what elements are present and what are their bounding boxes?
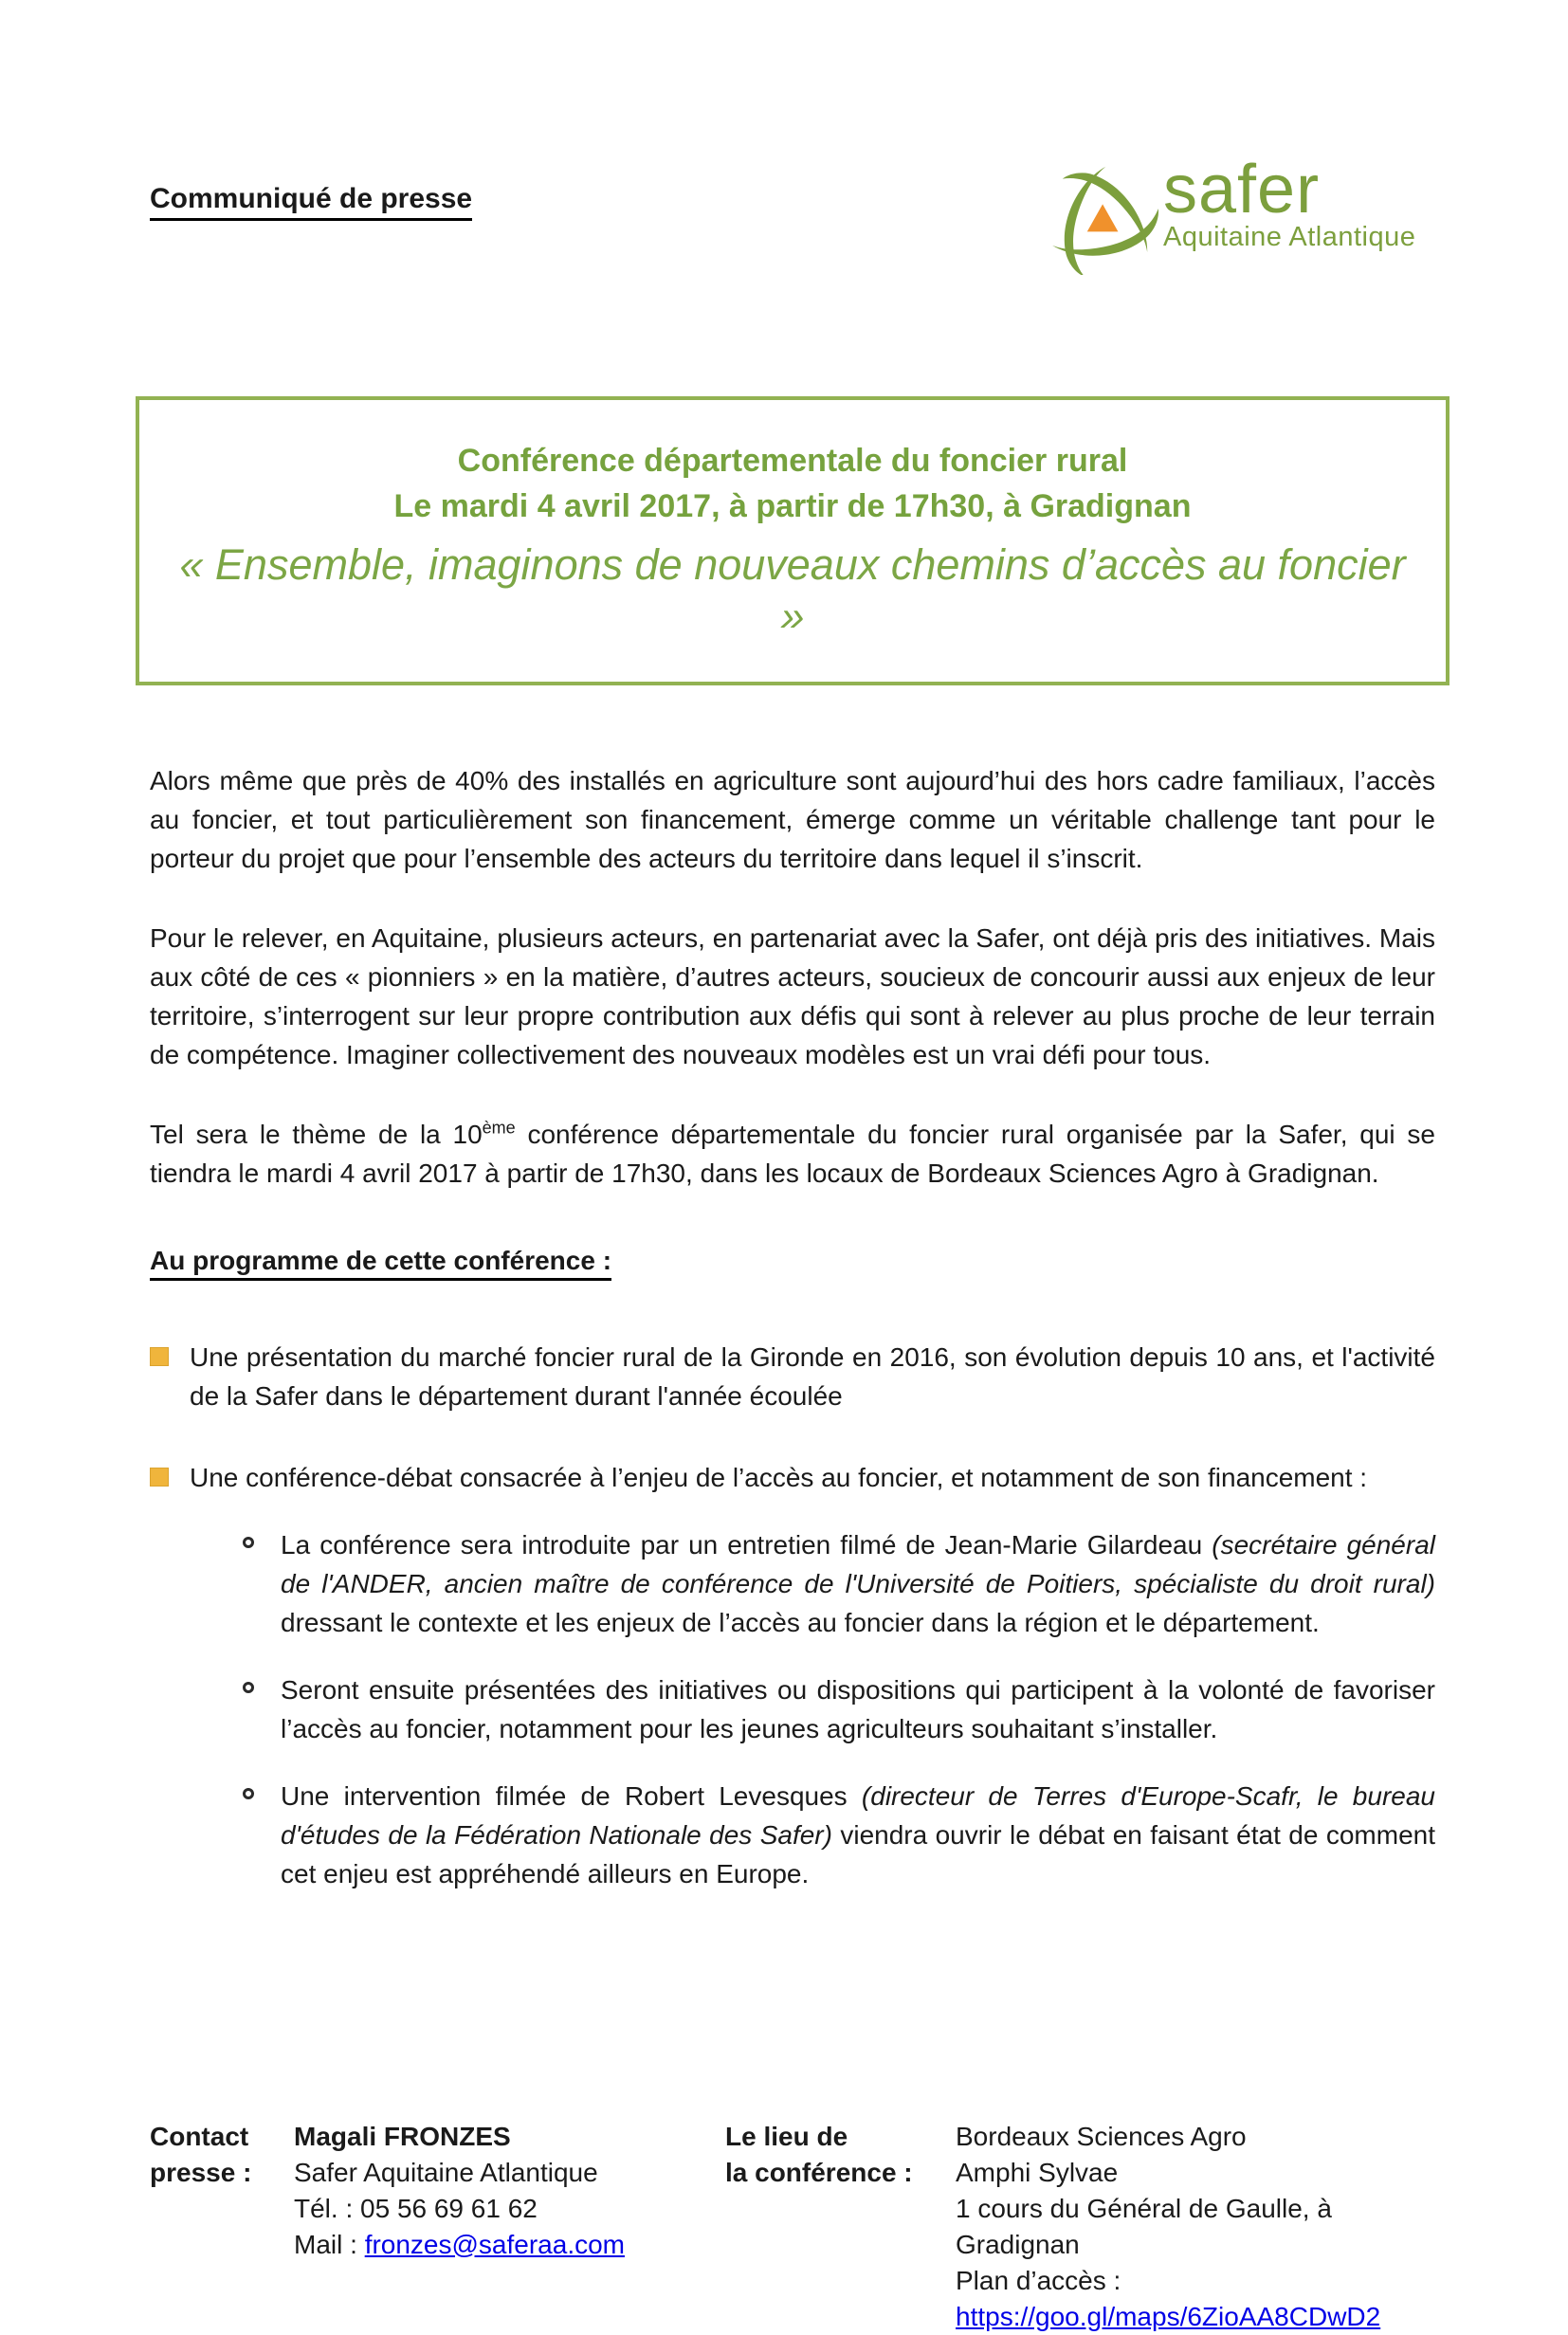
paragraph-theme-start: Tel sera le thème de la 10 [150,1119,483,1149]
banner-title: Conférence départementale du foncier rural [457,443,1128,479]
sub-bullet-text: Une intervention filmée de Robert Levesques (directeur de Terres d'Europe-Scafr, le bureau d'études de la Fédération Nationale des Safer) viendra ouvrir le débat en faisant état de comment cet enjeu est appréhendé ailleurs en Europe. [281,1780,1435,1888]
sub-list-item [231,1777,1435,1893]
map-link-line [956,2299,1435,2335]
venue-room: Amphi Sylvae [956,2157,1119,2187]
ordinal-superscript: ème [482,1118,516,1138]
circle-bullet-icon [243,1682,254,1693]
doc-type-label: Communiqué de presse [150,183,472,221]
circle-bullet-icon [243,1537,254,1548]
square-bullet-icon [150,1347,169,1366]
contact-block [150,2119,1435,2335]
logo-subtitle: Aquitaine Atlantique [1163,222,1416,252]
banner-slogan: « Ensemble, imaginons de nouveaux chemins d’accès au foncier » [179,539,1406,640]
list-item [150,1458,1435,1497]
paragraph-intro: Alors même que près de 40% des installés en agriculture sont aujourd’hui des hors cadre familiaux, l’accès au foncier, et tout particulièrement son financement, émerge comme un véritable challenge tant pour le porteur du projet que pour l’ensemble des acteurs du territoire dans lequel il s’inscrit. [150,765,1435,873]
contact-name: Magali FRONZES [294,2121,511,2151]
bullet-text: Une conférence-débat consacrée à l’enjeu de l’accès au foncier, et notamment de son financement : [190,1462,1368,1492]
contact-org: Safer Aquitaine Atlantique [294,2157,598,2187]
paragraph-context: Pour le relever, en Aquitaine, plusieurs acteurs, en partenariat avec la Safer, ont déjà pris des initiatives. Mais aux côté de ces « pionniers » en la matière, d’autres acteurs, soucieux de concourir aussi aux enjeux de leur territoire, s’interrogent sur leur propre contribution aux défis qui sont à relever au plus proche de leur terrain de compétence. Imaginer collectivement des nouveaux modèles est un vrai défi pour tous. [150,922,1435,1069]
map-access-label: Plan d’accès : [956,2265,1121,2295]
map-link[interactable]: https://goo.gl/maps/6ZioAA8CDwD2 [956,2301,1381,2331]
contact-phone: Tél. : 05 56 69 61 62 [294,2193,538,2223]
contact-press-label: Contact presse : [150,2121,252,2187]
square-bullet-icon [150,1468,169,1487]
venue-details [956,2119,1435,2335]
sub-list-item [231,1525,1435,1642]
sub-bullet-text: La conférence sera introduite par un entretien filmé de Jean-Marie Gilardeau (secrétaire général de l'ANDER, ancien maître de conférence de l'Université de Poitiers, spécialiste du droit rural) dressant le contexte et les enjeux de l’accès au foncier dans la région et le département. [281,1529,1435,1637]
banner-date-line: Le mardi 4 avril 2017, à partir de 17h30, à Gradignan [393,488,1192,525]
sub-bullet-text: Seront ensuite présentées des initiatives ou dispositions qui participent à la volonté de favoriser l’accès au foncier, notamment pour les jeunes agriculteurs souhaitant s’installer. [281,1674,1435,1743]
contact-press-details [294,2119,725,2335]
conference-banner-box [136,396,1449,685]
email-link[interactable]: fronzes@saferaa.com [364,2229,625,2259]
paragraph-theme [150,1115,1435,1193]
venue-label: Le lieu de la conférence : [725,2121,913,2187]
contact-mail-line: Mail : fronzes@saferaa.com [294,2229,625,2259]
safer-logo [1048,152,1416,275]
venue-name: Bordeaux Sciences Agro [956,2121,1247,2151]
venue-address: 1 cours du Général de Gaulle, à Gradignan [956,2193,1332,2259]
logo-text [1163,152,1416,253]
bullet-text: Une présentation du marché foncier rural de la Gironde en 2016, son évolution depuis 10 ans, et l'activité de la Safer dans le département durant l'année écoulée [190,1341,1435,1411]
paragraph-theme-end: conférence départementale du foncier rural organisée par la Safer, qui se tiendra le mardi 4 avril 2017 à partir de 17h30, dans les locaux de Bordeaux Sciences Agro à Gradignan. [150,1119,1435,1188]
safer-triangle-logo-icon [1048,159,1159,275]
circle-bullet-icon [243,1788,254,1799]
logo-orange-triangle [1087,204,1119,231]
program-heading: Au programme de cette conférence : [150,1246,1435,1281]
sub-list-item [231,1670,1435,1748]
logo-brand-name: safer [1163,152,1321,228]
speaker-credentials: (directeur de Terres d'Europe-Scafr, le bureau d'études de la Fédération Nationale des Safer) [281,1780,1435,1850]
speaker-credentials: (secrétaire général de l'ANDER, ancien maître de conférence de l'Université de Poitiers, spécialiste du droit rural) [281,1529,1435,1598]
list-item [150,1338,1435,1415]
